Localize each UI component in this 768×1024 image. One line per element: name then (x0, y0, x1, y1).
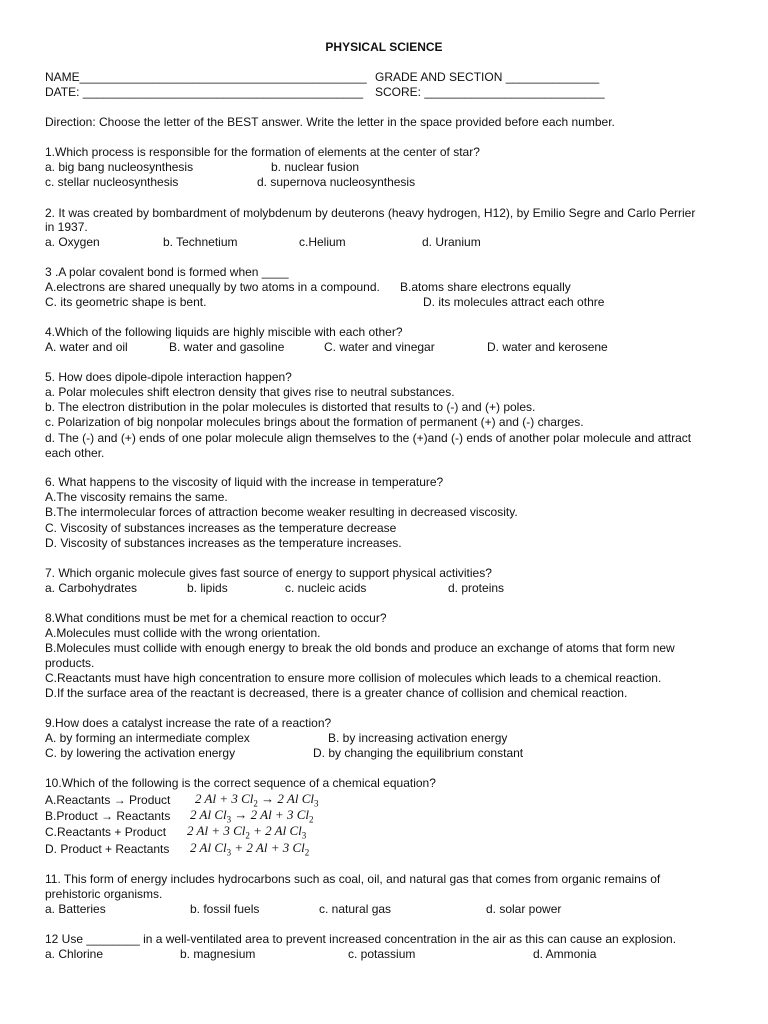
q7-option-b: b. lipids (187, 581, 228, 595)
q8-option-c: C.Reactants must have high concentration to ensure more collision of molecules which leads to a chemical reaction. (45, 671, 662, 685)
date-field: DATE: __________________________________________ (45, 85, 364, 99)
q12-option-b: b. magnesium (180, 947, 256, 961)
q2-option-a: a. Oxygen (45, 235, 100, 249)
q10-equation-d: 2 Al $Cl_3 + 2$ Al + 3 $Cl_2$ (190, 840, 310, 858)
q10-equation-a: 2 Al + 3 $Cl_2 \to 2$ Al $Cl_3$ (195, 791, 319, 809)
q6-option-c: C. Viscosity of substances increases as the temperature decrease (45, 521, 397, 535)
q3-option-b: B.atoms share electrons equally (400, 280, 571, 294)
q10-equation-b: 2 Al $Cl_3 \to 2$ Al + 3 $Cl_2$ (190, 807, 314, 825)
question-2: 2. It was created by bombardment of molybdenum by deuterons (heavy hydrogen, H12), by Emilio Segre and Carlo Perrier (45, 206, 696, 220)
q4-option-a: A. water and oil (45, 340, 128, 354)
question-11-cont: prehistoric organisms. (45, 887, 163, 901)
q10-option-b: B.Product → Reactants (45, 809, 171, 823)
question-4: 4.Which of the following liquids are highly miscible with each other? (45, 325, 403, 339)
score-field: SCORE: ___________________________ (375, 85, 605, 99)
question-10: 10.Which of the following is the correct sequence of a chemical equation? (45, 776, 436, 790)
q8-option-d: D.If the surface area of the reactant is decreased, there is a greater chance of collision and chemical reaction. (45, 686, 628, 700)
q1-option-a: a. big bang nucleosynthesis (45, 160, 194, 174)
q10-equation-c: 2 Al + 3 $Cl_2 + 2$ Al $Cl_3$ (187, 823, 307, 841)
name-field: NAME___________________________________________ (45, 70, 367, 84)
q3-option-c: C. its geometric shape is bent. (45, 295, 207, 309)
q3-option-a: A.electrons are shared unequally by two atoms in a compound. (45, 280, 380, 294)
question-8: 8.What conditions must be met for a chemical reaction to occur? (45, 611, 387, 625)
q5-option-d-cont: each other. (45, 446, 105, 460)
q2-option-c: c.Helium (299, 235, 346, 249)
q8-option-b: B.Molecules must collide with enough energy to break the old bonds and produce an exchange of atoms that form new (45, 641, 675, 655)
q4-option-b: B. water and gasoline (169, 340, 285, 354)
question-6: 6. What happens to the viscosity of liquid with the increase in temperature? (45, 475, 444, 489)
q6-option-d: D. Viscosity of substances increases as the temperature increases. (45, 536, 402, 550)
q9-option-a: A. by forming an intermediate complex (45, 731, 250, 745)
question-7: 7. Which organic molecule gives fast source of energy to support physical activities? (45, 566, 492, 580)
question-11: 11. This form of energy includes hydrocarbons such as coal, oil, and natural gas that comes from organic remains of (45, 872, 661, 886)
question-2-cont: in 1937. (45, 220, 88, 234)
q9-option-c: C. by lowering the activation energy (45, 746, 236, 760)
q8-option-b-cont: products. (45, 656, 95, 670)
q4-option-c: C. water and vinegar (324, 340, 435, 354)
q1-option-d: d. supernova nucleosynthesis (257, 175, 416, 189)
page-title: PHYSICAL SCIENCE (325, 40, 443, 54)
q9-option-d: D. by changing the equilibrium constant (313, 746, 524, 760)
q11-option-a: a. Batteries (45, 902, 106, 916)
q2-option-b: b. Technetium (163, 235, 238, 249)
q11-option-c: c. natural gas (319, 902, 392, 916)
q7-option-d: d. proteins (448, 581, 505, 595)
q4-option-d: D. water and kerosene (487, 340, 608, 354)
question-3: 3 .A polar covalent bond is formed when ____ (45, 265, 289, 279)
question-5: 5. How does dipole-dipole interaction happen? (45, 370, 292, 384)
q5-option-a: a. Polar molecules shift electron density that gives rise to neutral substances. (45, 385, 455, 399)
q7-option-c: c. nucleic acids (285, 581, 367, 595)
q8-option-a: A.Molecules must collide with the wrong orientation. (45, 626, 321, 640)
directions: Direction: Choose the letter of the BEST answer. Write the letter in the space provided before each number. (45, 115, 615, 129)
q7-option-a: a. Carbohydrates (45, 581, 138, 595)
q3-option-d: D. its molecules attract each othre (423, 295, 605, 309)
q6-option-b: B.The intermolecular forces of attraction become weaker resulting in decreased viscosity. (45, 505, 518, 519)
q10-option-a: A.Reactants → Product (45, 793, 171, 807)
q5-option-c: c. Polarization of big nonpolar molecules brings about the formation of permanent (+) and (-) charges. (45, 415, 584, 429)
q12-option-a: a. Chlorine (45, 947, 104, 961)
q5-option-b: b. The electron distribution in the polar molecules is distorted that results to (-) and (+) poles. (45, 400, 536, 414)
q12-option-d: d. Ammonia (533, 947, 597, 961)
question-1: 1.Which process is responsible for the formation of elements at the center of star? (45, 145, 480, 159)
q11-option-b: b. fossil fuels (190, 902, 260, 916)
q9-option-b: B. by increasing activation energy (328, 731, 508, 745)
q6-option-a: A.The viscosity remains the same. (45, 490, 228, 504)
grade-section-field: GRADE AND SECTION ______________ (375, 70, 600, 84)
q5-option-d: d. The (-) and (+) ends of one polar molecule align themselves to the (+)and (-) ends of another polar molecule and attract (45, 431, 692, 445)
q1-option-c: c. stellar nucleosynthesis (45, 175, 179, 189)
q1-option-b: b. nuclear fusion (271, 160, 360, 174)
q10-option-c: C.Reactants + Product (45, 825, 167, 839)
question-12: 12 Use ________ in a well-ventilated area to prevent increased concentration in the air as this can cause an explosion. (45, 932, 677, 946)
q2-option-d: d. Uranium (422, 235, 481, 249)
q12-option-c: c. potassium (348, 947, 416, 961)
q10-option-d: D. Product + Reactants (45, 842, 170, 856)
question-9: 9.How does a catalyst increase the rate of a reaction? (45, 716, 332, 730)
q11-option-d: d. solar power (486, 902, 562, 916)
